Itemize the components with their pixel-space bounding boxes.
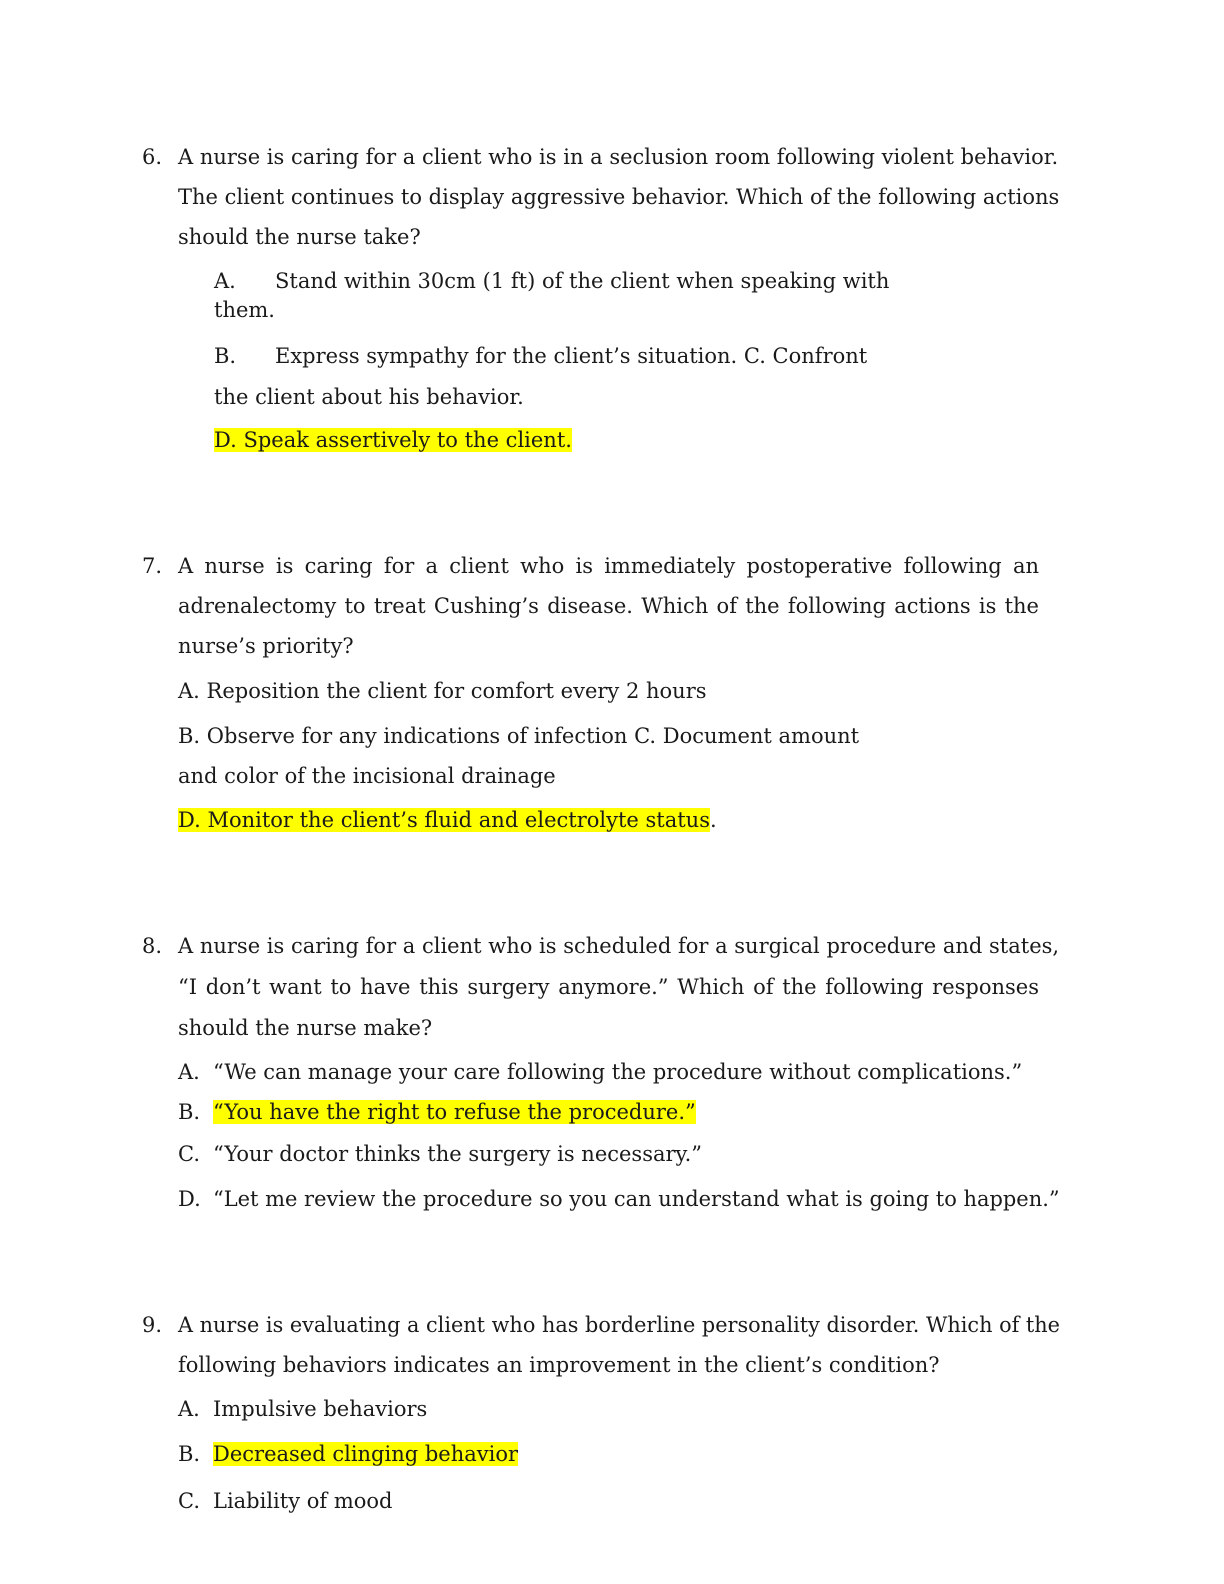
word: adrenalectomy bbox=[178, 594, 337, 618]
word: following bbox=[825, 975, 924, 999]
word: “I bbox=[178, 975, 198, 999]
option-letter: B. bbox=[178, 1100, 201, 1124]
word: treat bbox=[373, 594, 426, 618]
option-a-continued: them. bbox=[214, 298, 275, 322]
option-c-continued: the client about his behavior. bbox=[214, 385, 524, 409]
word: anymore.” bbox=[558, 975, 669, 999]
option-b-text: Express sympathy for the client’s situation. C. Confront bbox=[275, 344, 868, 368]
word: surgery bbox=[467, 975, 550, 999]
word: of bbox=[716, 594, 737, 618]
option-d-answer bbox=[178, 806, 717, 834]
question-stem-line: should the nurse take? bbox=[178, 225, 421, 249]
option-letter: A. bbox=[178, 1397, 200, 1421]
question-stem-line: A nurse is caring for a client who is scheduled for a surgical procedure and states, bbox=[178, 934, 1060, 958]
word: a bbox=[425, 554, 439, 578]
option-a-text: “We can manage your care following the procedure without complications.” bbox=[213, 1060, 1023, 1084]
option-c-text: “Your doctor thinks the surgery is necessary.” bbox=[213, 1142, 703, 1166]
word: Which bbox=[641, 594, 709, 618]
word: A bbox=[178, 554, 194, 578]
option-letter: A. bbox=[214, 269, 236, 293]
option-b-text: B. Observe for any indications of infection C. Document amount bbox=[178, 724, 860, 748]
answer-highlight: “You have the right to refuse the procedure.” bbox=[213, 1100, 696, 1124]
option-letter: B. bbox=[178, 1442, 201, 1466]
option-c-continued: and color of the incisional drainage bbox=[178, 764, 556, 788]
word: don’t bbox=[205, 975, 261, 999]
word: caring bbox=[304, 554, 373, 578]
word: want bbox=[269, 975, 322, 999]
word: is bbox=[575, 554, 593, 578]
word: the bbox=[1004, 594, 1039, 618]
word: the bbox=[745, 594, 780, 618]
word: actions bbox=[894, 594, 971, 618]
question-number: 9. bbox=[142, 1313, 163, 1337]
question-number: 6. bbox=[142, 145, 163, 169]
question-stem-line: A nurse is caring for a client who is in a seclusion room following violent behavior. bbox=[178, 145, 1059, 169]
word: this bbox=[419, 975, 459, 999]
option-b-answer bbox=[213, 1440, 518, 1468]
question-stem-line-justified bbox=[178, 973, 1039, 1001]
question-stem-line: following behaviors indicates an improvement in the client’s condition? bbox=[178, 1353, 940, 1377]
word: to bbox=[330, 975, 352, 999]
word: for bbox=[383, 554, 415, 578]
word: to bbox=[344, 594, 366, 618]
option-a-text: Impulsive behaviors bbox=[213, 1397, 428, 1421]
word: who bbox=[520, 554, 565, 578]
word: responses bbox=[932, 975, 1039, 999]
word: Cushing’s bbox=[433, 594, 539, 618]
option-b-answer bbox=[213, 1098, 696, 1126]
word: is bbox=[275, 554, 294, 578]
option-d-text: “Let me review the procedure so you can understand what is going to happen.” bbox=[213, 1187, 1060, 1211]
question-number: 8. bbox=[142, 934, 163, 958]
word: nurse bbox=[204, 554, 265, 578]
option-letter: C. bbox=[178, 1489, 200, 1513]
question-stem-line: The client continues to display aggressive behavior. Which of the following actions bbox=[178, 185, 1060, 209]
question-stem-line: should the nurse make? bbox=[178, 1016, 433, 1040]
option-c-text: Liability of mood bbox=[213, 1489, 393, 1513]
word: have bbox=[360, 975, 411, 999]
answer-highlight: Decreased clinging behavior bbox=[213, 1442, 519, 1466]
word: of bbox=[753, 975, 774, 999]
option-a-text: Stand within 30cm (1 ft) of the client when speaking with bbox=[275, 269, 890, 293]
answer-highlight: D. Speak assertively to the client. bbox=[214, 428, 572, 452]
option-d-answer bbox=[214, 426, 572, 454]
question-number: 7. bbox=[142, 554, 163, 578]
option-letter: B. bbox=[214, 344, 237, 368]
word: following bbox=[787, 594, 886, 618]
word: following bbox=[903, 554, 1002, 578]
answer-suffix: . bbox=[709, 808, 717, 832]
word: Which bbox=[677, 975, 745, 999]
option-letter: A. bbox=[178, 1060, 200, 1084]
word: client bbox=[449, 554, 509, 578]
answer-highlight: D. Monitor the client’s fluid and electrolyte status bbox=[178, 808, 710, 832]
question-stem-line-justified bbox=[178, 592, 1039, 620]
word: is bbox=[978, 594, 997, 618]
word: disease. bbox=[547, 594, 633, 618]
word: an bbox=[1012, 554, 1039, 578]
question-stem-line: A nurse is evaluating a client who has borderline personality disorder. Which of the bbox=[178, 1313, 1060, 1337]
option-a-text: A. Reposition the client for comfort every 2 hours bbox=[178, 679, 707, 703]
option-letter: D. bbox=[178, 1187, 201, 1211]
word: the bbox=[782, 975, 817, 999]
word: postoperative bbox=[746, 554, 893, 578]
question-stem-line-justified bbox=[178, 552, 1039, 580]
question-stem-line: nurse’s priority? bbox=[178, 634, 354, 658]
word: immediately bbox=[604, 554, 736, 578]
option-letter: C. bbox=[178, 1142, 200, 1166]
